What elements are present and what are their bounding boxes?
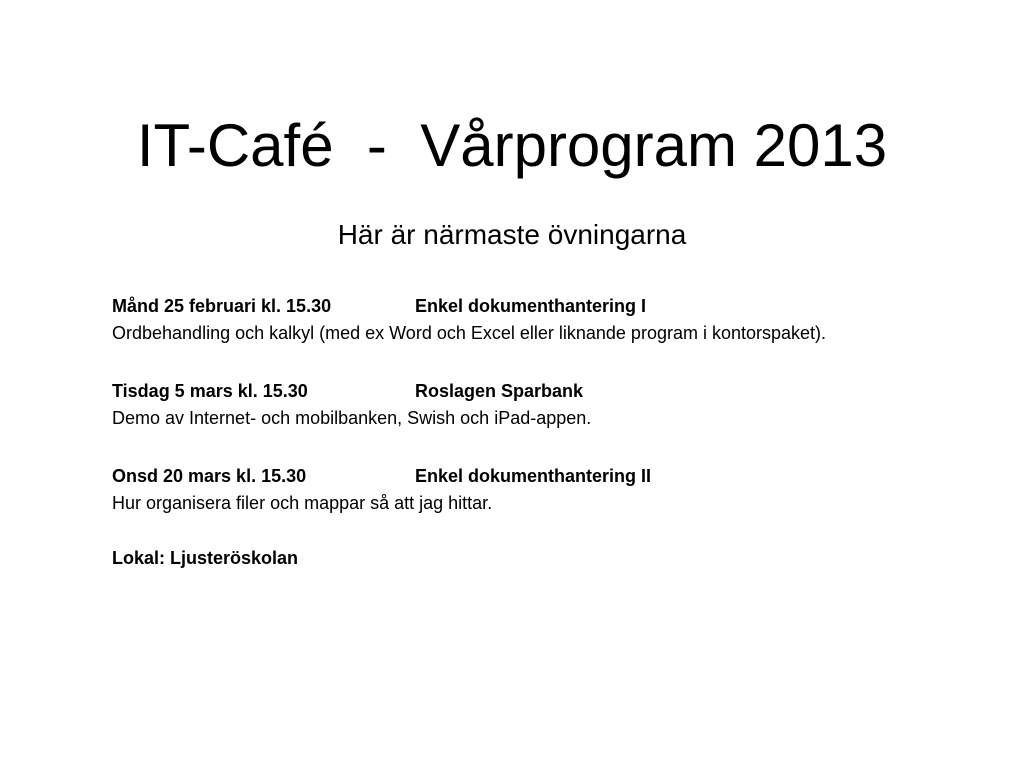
event-topic: Roslagen Sparbank	[415, 381, 584, 401]
event-heading	[112, 377, 912, 405]
slide-title: IT-Café - Vårprogram 2013	[136, 112, 888, 179]
event-date: Onsd 20 mars kl. 15.30	[112, 466, 307, 486]
event-description: Hur organisera filer och mappar så att jag hittar.	[112, 493, 493, 513]
event-heading	[112, 462, 912, 490]
event-description: Ordbehandling och kalkyl (med ex Word och Excel eller liknande program i kontorspaket).	[112, 323, 827, 343]
event-date: Månd 25 februari kl. 15.30	[112, 296, 332, 316]
location-text: Lokal: Ljusteröskolan	[112, 548, 299, 568]
event-topic: Enkel dokumenthantering I	[415, 296, 647, 316]
event-item	[112, 292, 912, 344]
event-heading	[112, 292, 912, 320]
event-item	[112, 377, 912, 429]
slide-subtitle: Här är närmaste övningarna	[337, 219, 687, 250]
event-list	[112, 292, 912, 572]
event-topic: Enkel dokumenthantering II	[415, 466, 652, 486]
event-date: Tisdag 5 mars kl. 15.30	[112, 381, 308, 401]
event-description: Demo av Internet- och mobilbanken, Swish och iPad-appen.	[112, 408, 592, 428]
event-item	[112, 462, 912, 514]
